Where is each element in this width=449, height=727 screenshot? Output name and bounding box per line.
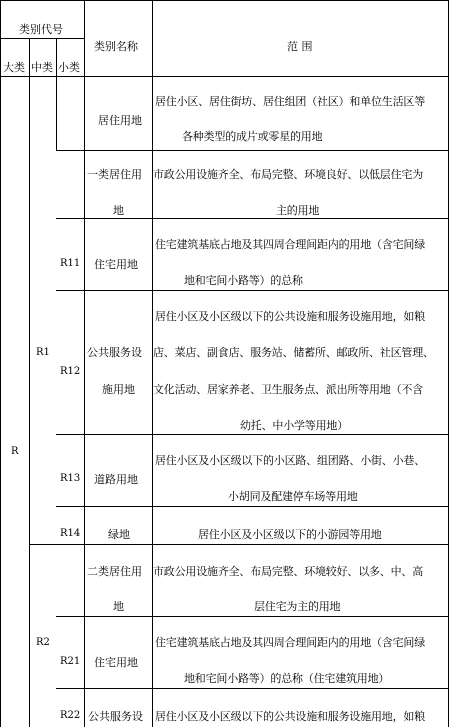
category-name: 施用地 — [102, 383, 135, 396]
header-medium: 中类 — [31, 61, 53, 74]
major-code: R — [11, 446, 19, 457]
header-major: 大类 — [3, 61, 25, 74]
category-name: 住宅用地 — [94, 258, 138, 271]
category-name: 绿地 — [108, 528, 130, 541]
scope-text: 地和宅间小路等）的总称 — [184, 274, 303, 287]
category-name: 地 — [113, 204, 124, 217]
scope-text: 幼托、中小学等用地） — [240, 419, 348, 432]
category-name: 道路用地 — [94, 473, 138, 486]
header-group: 类别代号 — [19, 23, 63, 36]
minor-code: R11 — [60, 258, 81, 269]
scope-text: 各种类型的成片或零星的用地 — [182, 130, 323, 143]
category-name: 住宅用地 — [94, 656, 138, 669]
minor-code: R12 — [60, 366, 81, 377]
scope-text: 住宅建筑基底占地及其四周合理间距内的用地（含宅间绿 — [155, 238, 425, 251]
category-name: 地 — [113, 600, 124, 613]
category-name: 公共服务设 — [88, 710, 143, 723]
scope-text: 居住小区、居住街坊、居住组团（社区）和单位生活区等 — [155, 95, 425, 108]
scope-text: 小胡同及配建停车场等用地 — [228, 490, 358, 503]
scope-text: 市政公用设施齐全、布局完整、环境较好、以多、中、高 — [153, 565, 423, 578]
category-name: 一类居住用 — [87, 168, 142, 181]
category-name: 二类居住用 — [87, 565, 142, 578]
medium-code: R2 — [36, 637, 50, 648]
scope-text: 主的用地 — [276, 204, 320, 217]
category-name: 公共服务设 — [87, 346, 142, 359]
minor-code: R13 — [60, 473, 81, 484]
category-name: 居住用地 — [98, 114, 142, 127]
scope-text: 地和宅间小路等）的总称（住宅建筑用地） — [184, 672, 390, 685]
minor-code: R21 — [60, 656, 81, 667]
scope-text: 店、菜店、副食店、服务站、储蓄所、邮政所、社区管理、 — [153, 346, 434, 359]
scope-text: 层住宅为主的用地 — [254, 600, 341, 613]
minor-code: R14 — [60, 528, 81, 539]
medium-code: R1 — [36, 347, 50, 358]
scope-text: 居住小区及小区级以下的公共设施和服务设施用地，如粮 — [155, 710, 425, 723]
minor-code: R22 — [60, 710, 81, 721]
header-scope: 范 围 — [287, 40, 313, 53]
scope-text: 文化活动、居家养老、卫生服务点、派出所等用地（不含 — [153, 383, 423, 396]
scope-text: 居住小区及小区级以下的公共设施和服务设施用地，如粮 — [155, 310, 425, 323]
scope-text: 住宅建筑基底占地及其四周合理间距内的用地（含宅间绿 — [155, 636, 425, 649]
scope-text: 居住小区及小区级以下的小区路、组团路、小街、小巷、 — [155, 454, 425, 467]
header-name: 类别名称 — [94, 40, 138, 53]
scope-text: 居住小区及小区级以下的小游园等用地 — [198, 528, 382, 541]
header-minor: 小类 — [58, 61, 80, 74]
scope-text: 市政公用设施齐全、布局完整、环境良好、以低层住宅为 — [153, 168, 423, 181]
